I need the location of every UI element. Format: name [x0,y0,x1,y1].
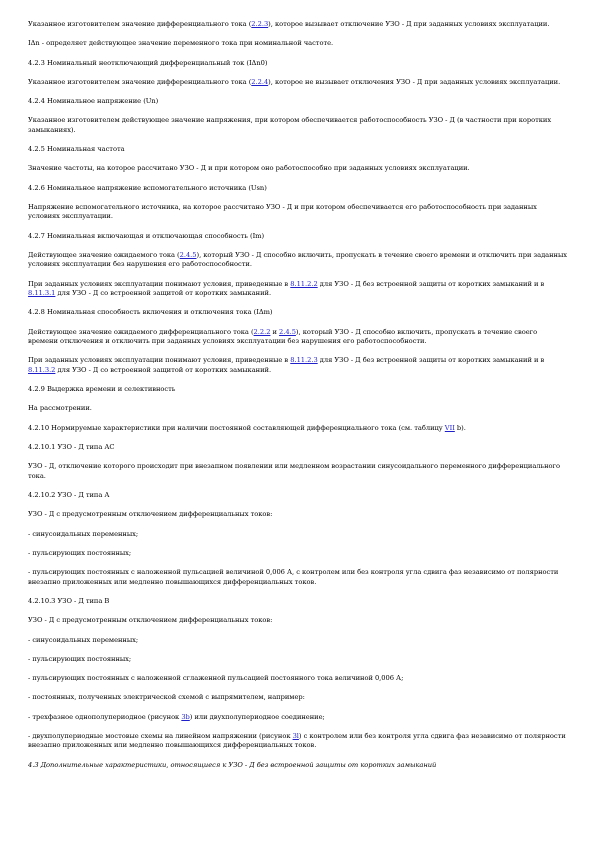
paragraph-p4 [28,78,568,87]
paragraph-p10 [28,203,568,222]
paragraph-text: Значение частоты, на которое рассчитано УЗО - Д и при котором оно работоспособно при заданных условиях эксплуатации. [28,164,470,173]
reference-link[interactable]: 2.4.5 [179,251,197,260]
paragraph-text: 4.2.6 Номинальное напряжение вспомогательного источника (Usn) [28,183,267,192]
reference-link[interactable]: 8.11.3.2 [28,365,56,374]
reference-link[interactable]: 2.2.3 [251,20,269,28]
paragraph-text: 4.2.5 Номинальная частота [28,145,125,154]
paragraph-text: При заданных условиях эксплуатации понимают условия, приведенные в [28,279,291,288]
paragraph-p15 [28,328,568,347]
paragraph-p13 [28,280,568,299]
paragraph-text: - синусоидальных переменных; [28,529,139,538]
paragraph-text: УЗО - Д, отключение которого происходит при внезапном появлении или медленном возрастании синусоидального переменного дифференциального тока. [28,462,561,480]
paragraph-text: УЗО - Д с предусмотренным отключением дифференциальных токов: [28,510,273,519]
paragraph-text: IΔn - определяет действующее значение переменного тока при номинальной частоте. [28,39,334,48]
paragraph-p28 [28,616,568,625]
paragraph-p21 [28,462,568,481]
paragraph-p30 [28,655,568,664]
paragraph-p27 [28,597,568,606]
paragraph-text: УЗО - Д с предусмотренным отключением дифференциальных токов: [28,616,273,625]
paragraph-p6 [28,116,568,135]
paragraph-text: b). [454,423,466,432]
paragraph-p14 [28,308,568,317]
reference-link[interactable]: 3b [181,712,190,721]
paragraph-p18 [28,404,568,413]
paragraph-text: Указанное изготовителем значение дифференциального тока ( [28,20,252,28]
paragraph-text: ) или двухполупериодное соединение; [189,712,325,721]
paragraph-text: 4.2.10.1 УЗО - Д типа АС [28,443,115,452]
paragraph-p24 [28,530,568,539]
paragraph-text: 4.3 Дополнительные характеристики, относящиеся к УЗО - Д без встроенной защиты от коротких замыканий [28,760,437,769]
paragraph-text: При заданных условиях эксплуатации понимают условия, приведенные в [28,356,291,365]
paragraph-text: 4.2.10.3 УЗО - Д типа В [28,596,110,605]
reference-link[interactable]: VII [444,423,455,432]
reference-link[interactable]: 8.11.2.3 [290,356,318,365]
paragraph-text: 4.2.7 Номинальная включающая и отключающая способность (Im) [28,231,265,240]
paragraph-text: 4.2.8 Номинальная способность включения и отключения тока (IΔm) [28,308,273,317]
paragraph-p35 [28,761,568,770]
paragraph-p9 [28,184,568,193]
paragraph-text: ), который УЗО - Д способно включить, пропускать в течение своего времени отключения и отключить при заданных условиях эксплуатации без нарушения его работоспособности. [28,327,538,346]
paragraph-p29 [28,636,568,645]
reference-link[interactable]: 2.4.5 [279,327,296,336]
paragraph-p12 [28,251,568,270]
paragraph-text: ), которое вызывает отключение УЗО - Д при заданных условиях эксплуатации. [268,20,550,28]
document-body [28,20,568,780]
reference-link[interactable]: 8.11.3.1 [28,289,56,298]
paragraph-p23 [28,510,568,519]
paragraph-text: ) с контролем или без контроля угла сдвига фаз независимо от полярности внезапно приложенных или медленно повышающихся дифференциальных токов. [28,732,566,750]
paragraph-p17 [28,385,568,394]
paragraph-text: 4.2.10.2 УЗО - Д типа А [28,491,110,500]
reference-link[interactable]: 3l [292,732,299,741]
paragraph-text: 4.2.4 Номинальное напряжение (Un) [28,97,159,106]
paragraph-text: Действующее значение ожидаемого тока ( [28,251,180,260]
paragraph-text: для УЗО - Д со встроенной защитой от коротких замыканий. [55,289,272,298]
paragraph-p33 [28,713,568,722]
paragraph-text: Действующее значение ожидаемого дифференциального тока ( [28,327,254,336]
paragraph-text: для УЗО - Д без встроенной защиты от коротких замыканий и в [317,279,545,288]
paragraph-p31 [28,674,568,683]
paragraph-p2 [28,39,568,48]
paragraph-text: - двухполупериодные мостовые схемы на линейном напряжении (рисунок [28,732,293,741]
paragraph-text: Указанное изготовителем действующее значение напряжения, при котором обеспечивается работоспособность УЗО - Д (в частности при коротких замыканиях). [28,116,552,134]
paragraph-p5 [28,97,568,106]
paragraph-text: Напряжение вспомогательного источника, на которое рассчитано УЗО - Д и при котором обеспечивается его работоспособность при заданных условиях эксплуатации. [28,203,537,221]
paragraph-p22 [28,491,568,500]
paragraph-text: На рассмотрении. [28,404,92,413]
paragraph-text: - синусоидальных переменных; [28,635,139,644]
paragraph-text: 4.2.10 Нормируемые характеристики при наличии постоянной составляющей дифференциального тока (см. таблицу [28,423,445,432]
paragraph-text: для УЗО - Д без встроенной защиты от коротких замыканий и в [317,356,545,365]
paragraph-text: - пульсирующих постоянных; [28,654,132,663]
reference-link[interactable]: 2.2.2 [253,327,271,336]
paragraph-p3 [28,59,568,68]
paragraph-text: 4.2.3 Номинальный неотключающий дифференциальный ток (IΔn0) [28,58,268,67]
paragraph-p7 [28,145,568,154]
paragraph-p11 [28,232,568,241]
paragraph-text: - пульсирующих постоянных с наложенной сглаженной пульсацией постоянного тока величиной 0,006 А; [28,674,404,683]
paragraph-text: для УЗО - Д со встроенной защитой от коротких замыканий. [55,365,272,374]
paragraph-text: ), который УЗО - Д способно включить, пропускать в течение своего времени и отключить при заданных условиях эксплуатации без нарушения его работоспособности. [28,251,568,269]
paragraph-p34 [28,732,568,751]
paragraph-text: - постоянных, полученных электрической схемой с выпрямителем, например: [28,693,305,702]
paragraph-text: 4.2.9 Выдержка времени и селективность [28,385,176,394]
paragraph-text: - трехфазное однополупериодное (рисунок [28,712,182,721]
paragraph-p26 [28,568,568,587]
paragraph-text: - пульсирующих постоянных с наложенной пульсацией величиной 0,006 А, с контролем или без контроля угла сдвига фаз независимо от полярности внезапно приложенных или медленно повышающихся дифференциальных токов. [28,568,559,586]
paragraph-p20 [28,443,568,452]
paragraph-text: ), которое не вызывает отключения УЗО - Д при заданных условиях эксплуатации. [268,77,561,86]
paragraph-text: - пульсирующих постоянных; [28,548,132,557]
paragraph-p16 [28,356,568,375]
paragraph-text: и [270,327,280,336]
paragraph-p8 [28,164,568,173]
reference-link[interactable]: 2.2.4 [251,77,269,86]
paragraph-p19 [28,424,568,433]
paragraph-p25 [28,549,568,558]
paragraph-p1 [28,20,568,29]
reference-link[interactable]: 8.11.2.2 [290,279,318,288]
paragraph-text: Указанное изготовителем значение дифференциального тока ( [28,77,252,86]
paragraph-p32 [28,693,568,702]
